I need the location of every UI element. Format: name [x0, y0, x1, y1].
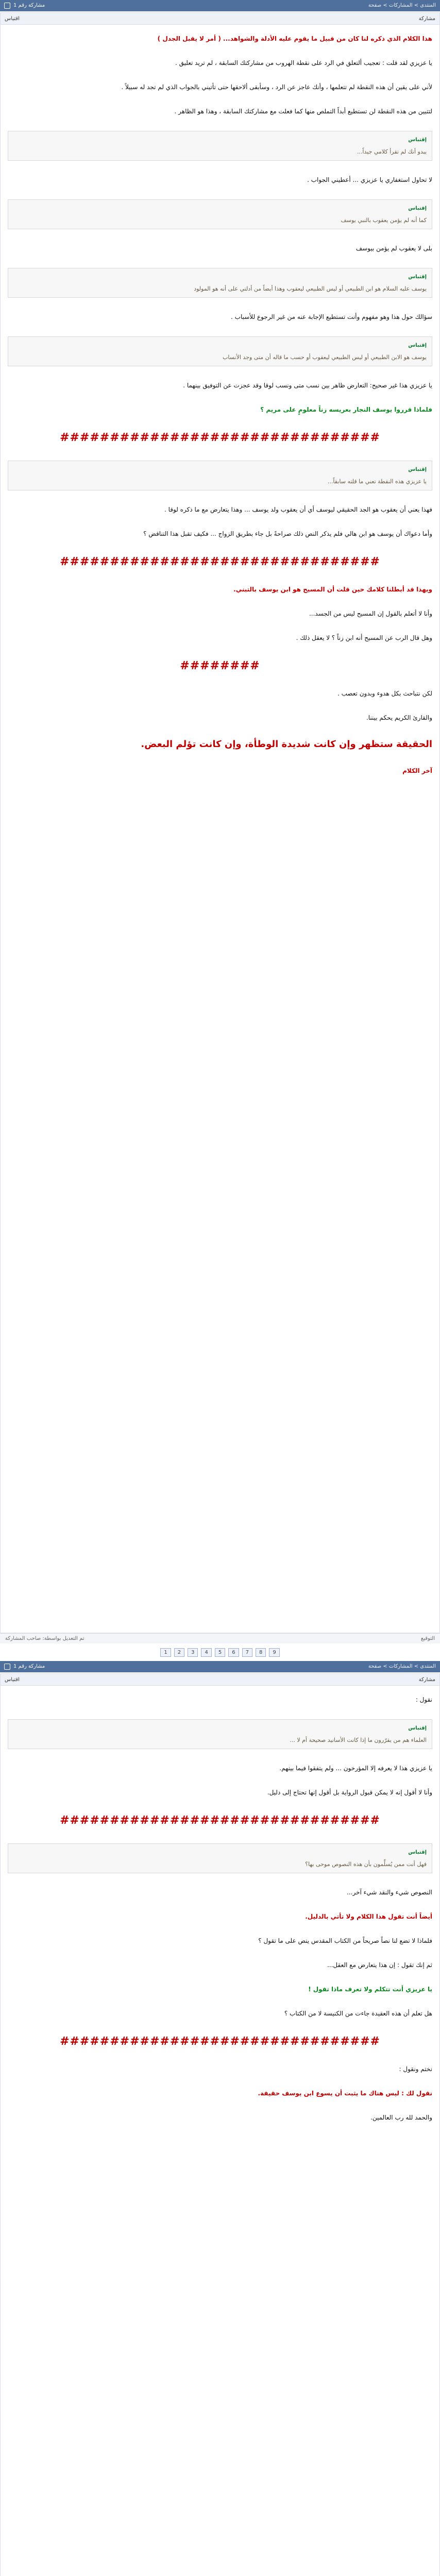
post-text: وهل قال الرب عن المسيح أنه ابن زناً ؟ لا يعقل ذلك .	[296, 634, 432, 641]
post-text: وأنا لا أقول إنه لا يمكن قبول الرواية بل أقول إنها تحتاج إلى دليل.	[267, 1789, 432, 1796]
spacer	[8, 703, 432, 709]
spacer	[8, 48, 432, 54]
post-text: يا عزيزي هذا غير صحيح: التعارض ظاهر بين نسب متى ونسب لوقا وقد عجزت عن التوفيق بينهما .	[183, 382, 432, 389]
spacer	[8, 2023, 432, 2029]
quote-meta: إقتباس	[408, 467, 427, 472]
pagination	[0, 1646, 440, 1659]
spacer	[8, 1877, 432, 1884]
post-text: النصوص شيء والنقد شيء آخر...	[347, 1889, 432, 1896]
spacer	[8, 1709, 432, 1715]
spacer	[8, 419, 432, 425]
post-text: ويهذا قد أبطلنا كلامك حين قلت أن المسيح هو ابن يوسف بالتبني.	[233, 586, 432, 593]
post-1-header-right: مشاركة	[418, 15, 435, 22]
spacer	[8, 1902, 432, 1908]
post-text: والحمد لله رب العالمين.	[370, 2114, 432, 2121]
spacer	[8, 2054, 432, 2060]
spacer	[8, 165, 432, 171]
post-text: لا تحاول استغفاري يا عزيزي ... أعطيني الجواب .	[307, 176, 432, 183]
spacer	[8, 1950, 432, 1956]
spacer	[8, 1974, 432, 1980]
spacer	[8, 727, 432, 733]
spacer	[8, 574, 432, 581]
post-text: سؤالك حول هذا وهو مفهوم وأنت تستطيع الإجابة عنه من غير الرجوع للأسباب .	[231, 313, 432, 320]
page-link[interactable]: 1	[160, 1648, 171, 1657]
post-1	[0, 12, 440, 1633]
post-1-footer-right: التوقيع	[420, 1636, 435, 1641]
post-text: يا عزيزي أنت تتكلم ولا تعرف ماذا تقول !	[308, 1986, 432, 1993]
spacer	[8, 543, 432, 549]
second-bar-left	[4, 1661, 45, 1672]
quote-meta: إقتباس	[408, 137, 427, 143]
spacer	[8, 1777, 432, 1784]
separator-hashes: ########	[180, 659, 260, 672]
page-link[interactable]: 4	[201, 1648, 211, 1657]
post-text: ثم إنك تقول : إن هذا يتعارض مع العقل...	[327, 1961, 432, 1969]
spacer	[8, 258, 432, 264]
page-link[interactable]: 5	[215, 1648, 225, 1657]
spacer	[8, 189, 432, 195]
post-text: وأما دعواك أن يوسف هو ابن هالي فلم يذكر النص ذلك صراحةً بل جاء بطريق الزواج ... فكيف تقبل هذا التناقض ؟	[143, 530, 432, 537]
spacer	[8, 495, 432, 501]
quote-block	[8, 1843, 432, 1873]
post-1-footer	[0, 1633, 440, 1643]
post-text: يا عزيزي لقد قلت : تعجيب ألتعلق في الرد على نقطة الهروب من مشاركتك السابقة ، لم تريد تعليق .	[175, 59, 432, 66]
spacer	[8, 1802, 432, 1808]
quote-block	[8, 199, 432, 229]
post-text: أيضاً أنت تقول هذا الكلام ولا تأتي بالدليل.	[305, 1913, 432, 1920]
spacer	[8, 623, 432, 629]
quote-text: يبدو أنك لم تقرأ كلامي جيداً...	[357, 148, 427, 155]
post-1-footer-left: تم التعديل بواسطة: صاحب المشاركة	[5, 1636, 84, 1641]
spacer	[8, 72, 432, 78]
quote-block	[8, 268, 432, 298]
quote-meta: إقتباس	[408, 206, 427, 211]
spacer	[8, 395, 432, 401]
spacer	[8, 233, 432, 240]
big-highlight-text: الحقيقة ستظهر وإن كانت شديدة الوطأة، وإن كانت تؤلم البعض.	[141, 739, 432, 750]
spacer	[8, 450, 432, 456]
quote-block	[8, 131, 432, 161]
spacer	[8, 1926, 432, 1932]
post-2-header-right: مشاركة	[418, 1676, 435, 1683]
top-bar-right: المنتدى > المشاركات > صفحة	[368, 3, 436, 8]
quote-block	[8, 336, 432, 366]
post-text: يا عزيزي هذا لا يعرفه إلا المؤرخون ... ولم يتفقوا فيما بينهم.	[279, 1765, 432, 1772]
post-text: لأني على يقين أن هذه النقطة لم تتعلمها ، وأنك عاجز عن الرد ، وسأبقى ألاحقها حتى تأتيني بالجواب الذي لم تجد له سبيلاً .	[121, 83, 432, 91]
post-text: بلى لا يعقوب لم يؤمن بيوسف	[356, 245, 432, 252]
spacer	[8, 1833, 432, 1839]
quote-text: العلماء هم من يقرّرون ما إذا كانت الأسانيد صحيحة أم لا ...	[290, 1737, 427, 1743]
page-link[interactable]: 8	[256, 1648, 266, 1657]
post-2-header-left: اقتباس	[5, 1676, 20, 1683]
quote-text: يوسف هو الابن الطبيعي أو ليس الطبيعي ليعقوب أو حسب ما قاله أن متى وجد الأنساب	[223, 354, 427, 361]
post-text: لكن نتباحث بكل هدوء وبدون تعصب .	[337, 690, 432, 697]
post-1-header	[1, 13, 439, 25]
quote-meta: إقتباس	[408, 274, 427, 280]
top-bar-left-text: مشاركة رقم 1	[13, 3, 45, 8]
post-text: وأنا لا أتعلم بالقول إن المسيح ليس من الجسد...	[309, 610, 432, 617]
spacer	[8, 370, 432, 377]
spacer	[8, 2078, 432, 2084]
quote-text: كما أنه لم يؤمن يعقوب بالنبي يوسف	[341, 217, 427, 224]
page-link[interactable]: 7	[242, 1648, 252, 1657]
page-link[interactable]: 2	[174, 1648, 184, 1657]
quote-text: فهل أنت ممن يُسلِّمون بأن هذه النصوص موحى بها؟	[305, 1861, 427, 1868]
spacer	[8, 96, 432, 103]
page-link[interactable]: 3	[188, 1648, 198, 1657]
spacer	[8, 302, 432, 308]
post-icon	[4, 1664, 10, 1670]
page-link[interactable]: 9	[269, 1648, 279, 1657]
spacer	[8, 756, 432, 762]
post-text: فهذا يعني أن يعقوب هو الجد الحقيقي ليوسف أي أن يعقوب ولد يوسف ... وهذا يتعارض مع ما ذكره لوقا .	[164, 506, 432, 513]
spacer	[8, 1753, 432, 1759]
quote-meta: إقتباس	[408, 343, 427, 348]
page-link[interactable]: 6	[228, 1648, 239, 1657]
separator-hashes: ################################	[60, 2035, 380, 2048]
quote-meta: إقتباس	[408, 1850, 427, 1855]
post-text: نقول :	[415, 1696, 432, 1703]
post-text: لتتبين من هذه النقطة لن تستطيع أبداً التملص منها كما فعلت مع مشاركتك السابقة ، وهذا هو الظاهر .	[174, 108, 432, 115]
quote-block	[8, 461, 432, 490]
post-text: هل تعلم أن هذه العقيدة جاءت من الكنيسة لا من الكتاب ؟	[284, 2010, 432, 2017]
spacer	[8, 1998, 432, 2005]
top-bar	[0, 0, 440, 11]
quote-block	[8, 1719, 432, 1749]
post-text: آخر الكلام	[402, 767, 432, 774]
separator-hashes: ################################	[60, 431, 380, 444]
spacer	[8, 599, 432, 605]
quote-text: يوسف عليه السلام هو ابن الطبيعي أو ليس الطبيعي ليعقوب وهذا أيضاً من أدلتي على أنه هو المولود	[194, 285, 427, 292]
spacer	[8, 780, 432, 786]
post-text: نقول لك : ليس هناك ما يثبت أن يسوع ابن يوسف حقيقة.	[258, 2090, 432, 2097]
spacer	[8, 2127, 432, 2133]
post-text: والقارئ الكريم يحكم بيننا.	[366, 714, 432, 721]
post-2-header	[1, 1674, 439, 1686]
spacer	[8, 121, 432, 127]
spacer	[8, 679, 432, 685]
quote-text: يا عزيزي هذه النقطة تعني ما قلته سابقاً...	[327, 478, 427, 485]
post-text: فلماذا لا تضع لنا نصاً صريحاً من الكتاب المقدس ينص على ما تقول ؟	[258, 1937, 432, 1944]
separator-hashes: ################################	[60, 1814, 380, 1827]
post-icon	[4, 3, 10, 9]
post-1-header-left: اقتباس	[5, 15, 20, 22]
post-text: هذا الكلام الذي ذكره لنا كان من قبيل ما يقوم عليه الأدلة والشواهد... ( أمر لا يقبل الجدل )	[157, 35, 432, 42]
post-text: فلماذا قرروا يوسف النجار بعريسه زناً معلومٍ على مريم ؟	[260, 406, 432, 413]
second-bar-right: المنتدى > المشاركات > صفحة	[368, 1664, 436, 1669]
post-text: نختم ونقول :	[399, 2065, 432, 2073]
separator-hashes: ################################	[60, 555, 380, 568]
quote-meta: إقتباس	[408, 1725, 427, 1731]
spacer	[8, 519, 432, 525]
post-1-content	[1, 25, 439, 791]
spacer	[8, 647, 432, 653]
spacer	[8, 326, 432, 332]
post-2	[0, 1673, 440, 2576]
spacer	[8, 2103, 432, 2109]
top-bar-left	[4, 0, 45, 11]
second-bar	[0, 1661, 440, 1672]
second-bar-left-text: مشاركة رقم 1	[13, 1664, 45, 1669]
post-2-content	[1, 1686, 439, 2138]
